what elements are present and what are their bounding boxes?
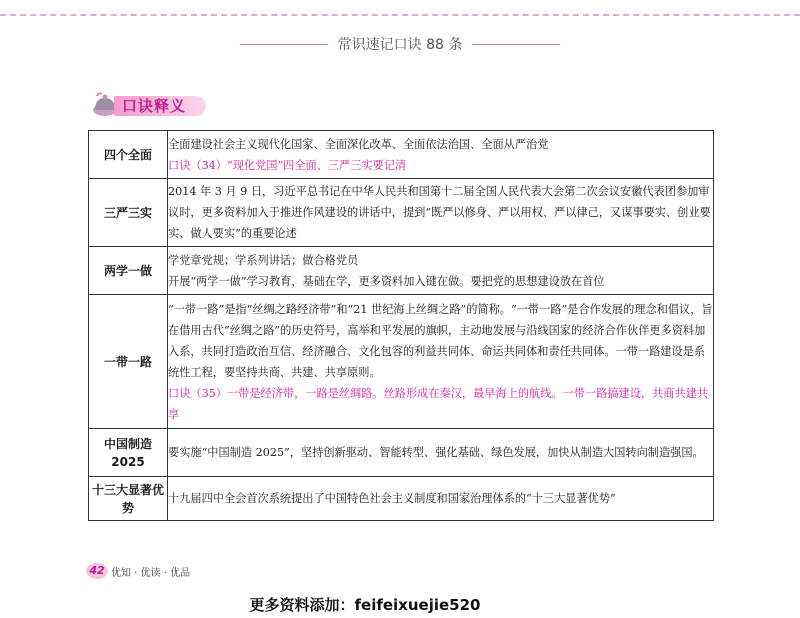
footer-slogan: 优知 · 优读 · 优品 <box>111 567 191 579</box>
description-cell <box>168 179 714 247</box>
contact-note: 更多资料添加：feifeixuejie520 <box>249 596 481 614</box>
page-header-title: 常识速记口诀 88 条 <box>337 37 463 53</box>
description-cell <box>168 247 714 295</box>
term-cell: 四个全面 <box>89 131 168 179</box>
row-text: 要实施“中国制造 2025”，坚持创新驱动、智能转型、强化基础、绿色发展，加快从制造大国转向制造强国。 <box>168 446 704 459</box>
row-text: “一带一路”是指“丝绸之路经济带”和“21 世纪海上丝绸之路”的简称。“一带一路”是合作发展的理念和倡议，旨在借用古代“丝绸之路”的历史符号，高举和平发展的旗帜，主动地发展与沿线国家的经济合作伙伴更多资料加入系，共同打造政治互信、经济融合、文化包容的利益共同体、命运共同体和责任共同体。一带一路建设是系统性工程，要坚持共商、共建、共享原则。 <box>168 302 713 379</box>
row-text: 开展“两学一做”学习教育，基础在学，更多资料加入键在做。要把党的思想建设放在首位 <box>168 274 605 288</box>
section-title: 口诀释义 <box>122 97 187 115</box>
description-cell <box>168 131 714 179</box>
row-text: 全面建设社会主义现代化国家、全面深化改革、全面依法治国、全面从严治党 <box>168 137 549 151</box>
term-cell: 一带一路 <box>89 295 168 429</box>
table-row <box>89 247 714 295</box>
term-cell: 中国制造 2025 <box>89 429 168 477</box>
row-text: 学党章党规；学系列讲话；做合格党员 <box>168 253 359 267</box>
table-row <box>89 295 714 429</box>
description-cell <box>168 295 714 429</box>
description-cell <box>168 477 714 521</box>
term-cell: 十三大显著优势 <box>89 477 168 521</box>
term-cell: 两学一做 <box>89 247 168 295</box>
table-row <box>89 131 714 179</box>
row-text: 2014 年 3 月 9 日，习近平总书记在中华人民共和国第十二届全国人民代表大会第二次会议安徽代表团参加审议时，更多资料加入于推进作风建设的讲话中，提到“既严以修身、严以用权、严以律己，又谋事要实、创业要实、做人要实”的重要论述 <box>168 185 711 240</box>
mnemonic-text: 口诀（35）一带是经济带，一路是丝绸路。丝路形成在秦汉，最早海上的航线。一带一路搞建设，共商共建共享 <box>168 386 709 421</box>
page-number: 42 <box>86 563 108 579</box>
table-row <box>89 429 714 477</box>
row-text: 十九届四中全会首次系统提出了中国特色社会主义制度和国家治理体系的“十三大显著优势” <box>168 492 616 505</box>
section-badge <box>88 90 212 118</box>
table-row <box>89 179 714 247</box>
page-footer <box>86 563 190 579</box>
table-row <box>89 477 714 521</box>
explanation-table <box>88 130 714 521</box>
top-dashed-border <box>0 14 800 16</box>
mnemonic-text: 口诀（34）“现化党国”四全面、三严三实要记清 <box>168 158 407 172</box>
term-cell: 三严三实 <box>89 179 168 247</box>
description-cell <box>168 429 714 477</box>
